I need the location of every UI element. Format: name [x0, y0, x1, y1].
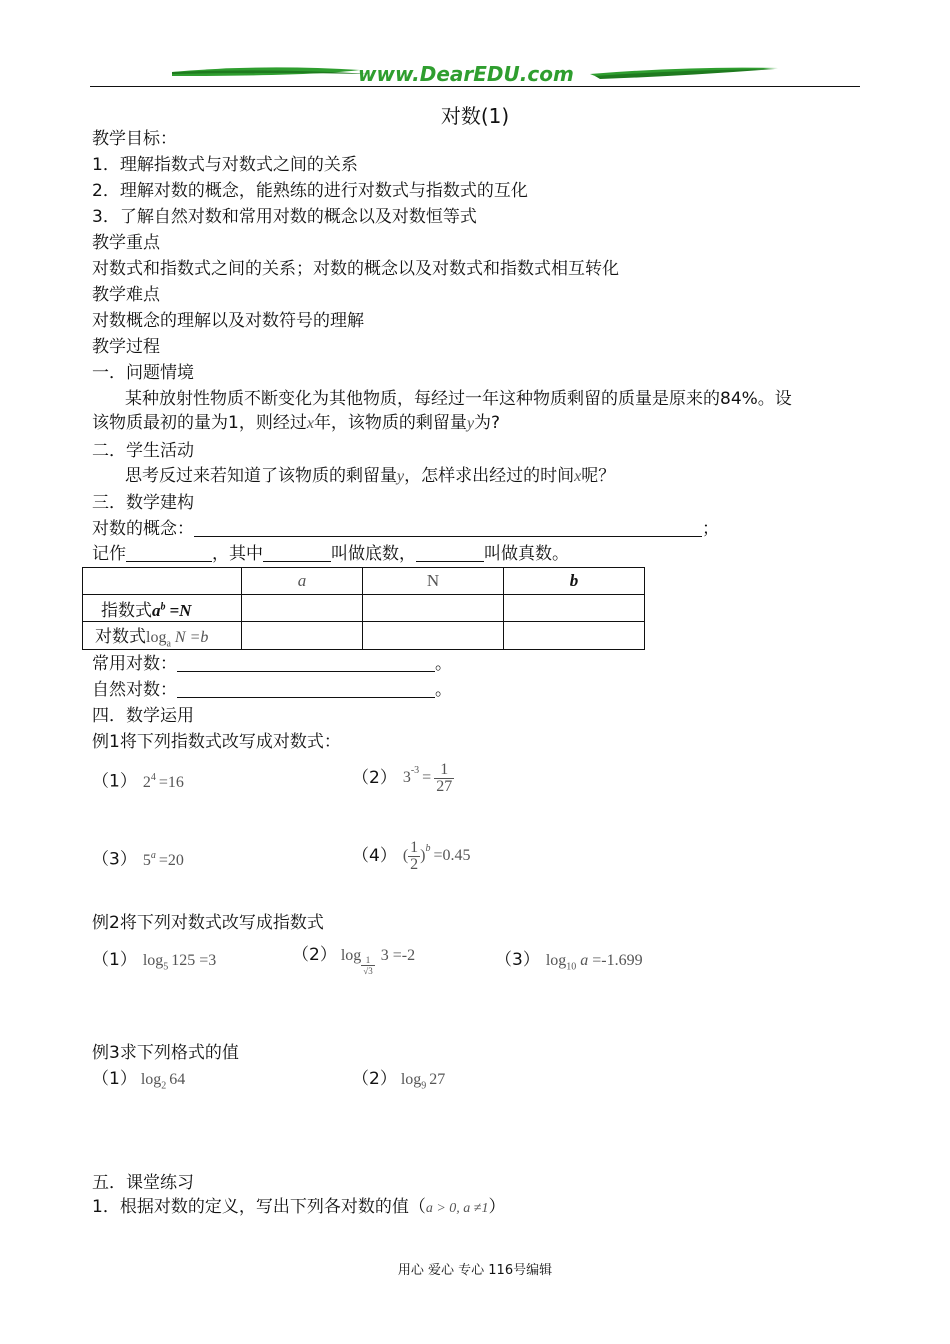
- period: 。: [435, 654, 452, 674]
- math-rest: =0.45: [433, 847, 471, 864]
- frac-den: 2: [410, 855, 419, 873]
- math-rest: =-1.699: [592, 952, 643, 969]
- item-num: （2）: [352, 768, 397, 788]
- s1-heading: 一．问题情境: [92, 363, 194, 383]
- math-sub: 5: [163, 961, 169, 973]
- ex2-item-3: [495, 949, 643, 978]
- math-sub: 9: [421, 1080, 427, 1092]
- item-num: （2）: [292, 945, 337, 965]
- ex1-item-2: [352, 760, 454, 795]
- fraction: [434, 762, 454, 795]
- s1-line2-c: 为?: [474, 413, 501, 433]
- page-footer: 用心 爱心 专心 116号编辑: [397, 1263, 553, 1278]
- math-rest: 125 =3: [171, 952, 217, 969]
- concept-line: [92, 518, 719, 540]
- goal-item: 3．了解自然对数和常用对数的概念以及对数恒等式: [92, 207, 477, 227]
- math-rest: 27: [429, 1071, 446, 1088]
- process-heading: 教学过程: [92, 337, 160, 357]
- s2-text: [125, 465, 615, 488]
- natural-log-blank: [177, 679, 435, 698]
- ex2-item-2: [292, 944, 415, 976]
- item-num: （3）: [495, 950, 540, 970]
- item-num: （1）: [92, 771, 137, 792]
- s5-item1-text: 1．根据对数的定义，写出下列各对数的值（: [92, 1197, 426, 1217]
- ex1-item-1: [92, 767, 184, 794]
- table-row: [83, 595, 645, 622]
- ex3-item-2: [352, 1068, 445, 1097]
- row1-label: 指数式: [101, 600, 152, 621]
- table-header-b: b: [504, 568, 645, 595]
- frac-den: 27: [436, 777, 453, 795]
- fraction: [361, 955, 374, 976]
- s1-line1: 某种放射性物质不断变化为其他物质，每经过一年这种物质剩留的质量是原来的84%。设: [125, 389, 792, 409]
- row1-base: a: [152, 600, 161, 620]
- natural-log-label: 自然对数：: [92, 680, 177, 700]
- var-x: x: [306, 415, 314, 432]
- math-base: 3: [402, 769, 411, 786]
- table-row: [83, 622, 645, 650]
- item-num: （3）: [92, 849, 137, 870]
- s5-item1-end: ）: [488, 1197, 506, 1217]
- frac-num: 1: [410, 838, 419, 856]
- frac-num: 1: [434, 762, 454, 779]
- math-base: 2: [142, 773, 151, 791]
- table-row: [83, 568, 645, 595]
- table-row-label: [83, 622, 242, 650]
- math-sub: 2: [161, 1080, 167, 1092]
- item-num: （1）: [92, 1069, 137, 1089]
- paren-right: ): [420, 847, 426, 864]
- math-rest: 64: [169, 1071, 186, 1088]
- table-cell: [242, 622, 363, 650]
- antilog-blank: [416, 543, 484, 562]
- table-header-a: a: [242, 568, 363, 595]
- ex2-title: 例2将下列对数式改写成指数式: [92, 913, 324, 933]
- natural-log-line: [92, 679, 452, 701]
- math-exp: b: [425, 843, 431, 854]
- row1-exp: b: [160, 600, 166, 612]
- concept-blank: [194, 518, 702, 537]
- var-x: x: [574, 468, 582, 485]
- math-log: log: [140, 1071, 162, 1088]
- ex1-item-4: [352, 838, 471, 873]
- math-base: 5: [142, 851, 151, 869]
- math-log: log: [545, 952, 567, 969]
- s2-text-a: 思考反过来若知道了该物质的剩留量: [125, 466, 397, 486]
- math-sub: 10: [566, 961, 577, 973]
- s3-heading: 三．数学建构: [92, 493, 194, 513]
- concept-end: ；: [702, 519, 719, 539]
- key-points-heading: 教学重点: [92, 233, 160, 253]
- table-row-label: [83, 595, 242, 622]
- s4-heading: 四．数学运用: [92, 706, 194, 726]
- table-header-n: N: [363, 568, 504, 595]
- record-a: 记作: [92, 544, 126, 564]
- ex3-item-1: [92, 1068, 185, 1097]
- var-y: y: [397, 468, 405, 485]
- table-cell: [242, 595, 363, 622]
- common-log-blank: [177, 653, 435, 672]
- common-log-line: [92, 653, 452, 675]
- table-cell: [83, 568, 242, 595]
- row2-label: 对数式: [95, 627, 146, 647]
- s1-line2: [92, 412, 500, 435]
- math-exp: a: [150, 850, 156, 861]
- item-num: （1）: [92, 950, 137, 970]
- ex1-title: 例1将下列指数式改写成对数式：: [92, 732, 341, 752]
- header-logo: [170, 60, 780, 88]
- goal-item: 2．理解对数的概念，能熟练的进行对数式与指数式的互化: [92, 181, 528, 201]
- key-points-text: 对数式和指数式之间的关系；对数的概念以及对数式和指数式相互转化: [92, 259, 619, 279]
- ex3-title: 例3求下列格式的值: [92, 1043, 239, 1063]
- math-var: a: [580, 952, 589, 969]
- ex2-item-1: [92, 949, 216, 978]
- item-num: （4）: [352, 846, 397, 866]
- row2-log: log: [146, 629, 167, 646]
- s1-line2-a: 该物质最初的量为1，则经过: [92, 413, 307, 433]
- s1-line2-b: 年，该物质的剩留量: [313, 413, 467, 433]
- s5-item1-cond: a > 0, a ≠1: [425, 1201, 489, 1216]
- goal-item: 1．理解指数式与对数式之间的关系: [92, 155, 358, 175]
- paren-left: (: [402, 847, 409, 864]
- fraction: [408, 840, 420, 873]
- record-b: ，其中: [212, 544, 263, 564]
- s2-heading: 二．学生活动: [92, 441, 194, 461]
- s5-item-1: [92, 1196, 505, 1220]
- logo-text: www.DearEDU.com: [358, 62, 574, 86]
- period: 。: [435, 680, 452, 700]
- record-c: 叫做底数，: [331, 544, 416, 564]
- math-rest: =20: [158, 851, 184, 869]
- ex1-item-3: [92, 845, 184, 872]
- difficult-heading: 教学难点: [92, 285, 160, 305]
- record-d: 叫做真数。: [484, 544, 569, 564]
- math-exp: 4: [150, 772, 156, 783]
- math-log: log: [142, 952, 164, 969]
- row1-rest: =N: [169, 600, 192, 620]
- math-exp: -3: [410, 765, 420, 776]
- math-rest: =16: [158, 773, 184, 791]
- concept-label: 对数的概念：: [92, 519, 194, 539]
- goals-heading: 教学目标：: [92, 129, 177, 149]
- table-cell: [363, 595, 504, 622]
- common-log-label: 常用对数：: [92, 654, 177, 674]
- table-cell: [504, 622, 645, 650]
- record-line: [92, 543, 569, 565]
- record-blank: [126, 543, 212, 562]
- var-y: y: [466, 415, 475, 432]
- header-rule: [90, 86, 860, 87]
- exp-log-table: [82, 567, 645, 650]
- difficult-text: 对数概念的理解以及对数符号的理解: [92, 311, 364, 331]
- base-blank: [263, 543, 331, 562]
- table-cell: [363, 622, 504, 650]
- frac-den: √3: [363, 966, 373, 976]
- math-log: log: [400, 1071, 422, 1088]
- s2-text-b: ，怎样求出经过的时间: [404, 466, 575, 486]
- row2-rest: N =b: [174, 629, 209, 646]
- s5-heading: 五．课堂练习: [92, 1173, 194, 1193]
- math-eq: =: [422, 769, 432, 786]
- table-cell: [504, 595, 645, 622]
- row2-sub: a: [166, 638, 171, 650]
- math-log: log: [340, 947, 362, 964]
- s2-text-c: 呢？: [581, 466, 616, 486]
- item-num: （2）: [352, 1069, 397, 1089]
- page-title: 对数(1): [440, 104, 510, 128]
- math-rest: 3 =-2: [380, 947, 416, 964]
- frac-num: 1: [361, 955, 374, 966]
